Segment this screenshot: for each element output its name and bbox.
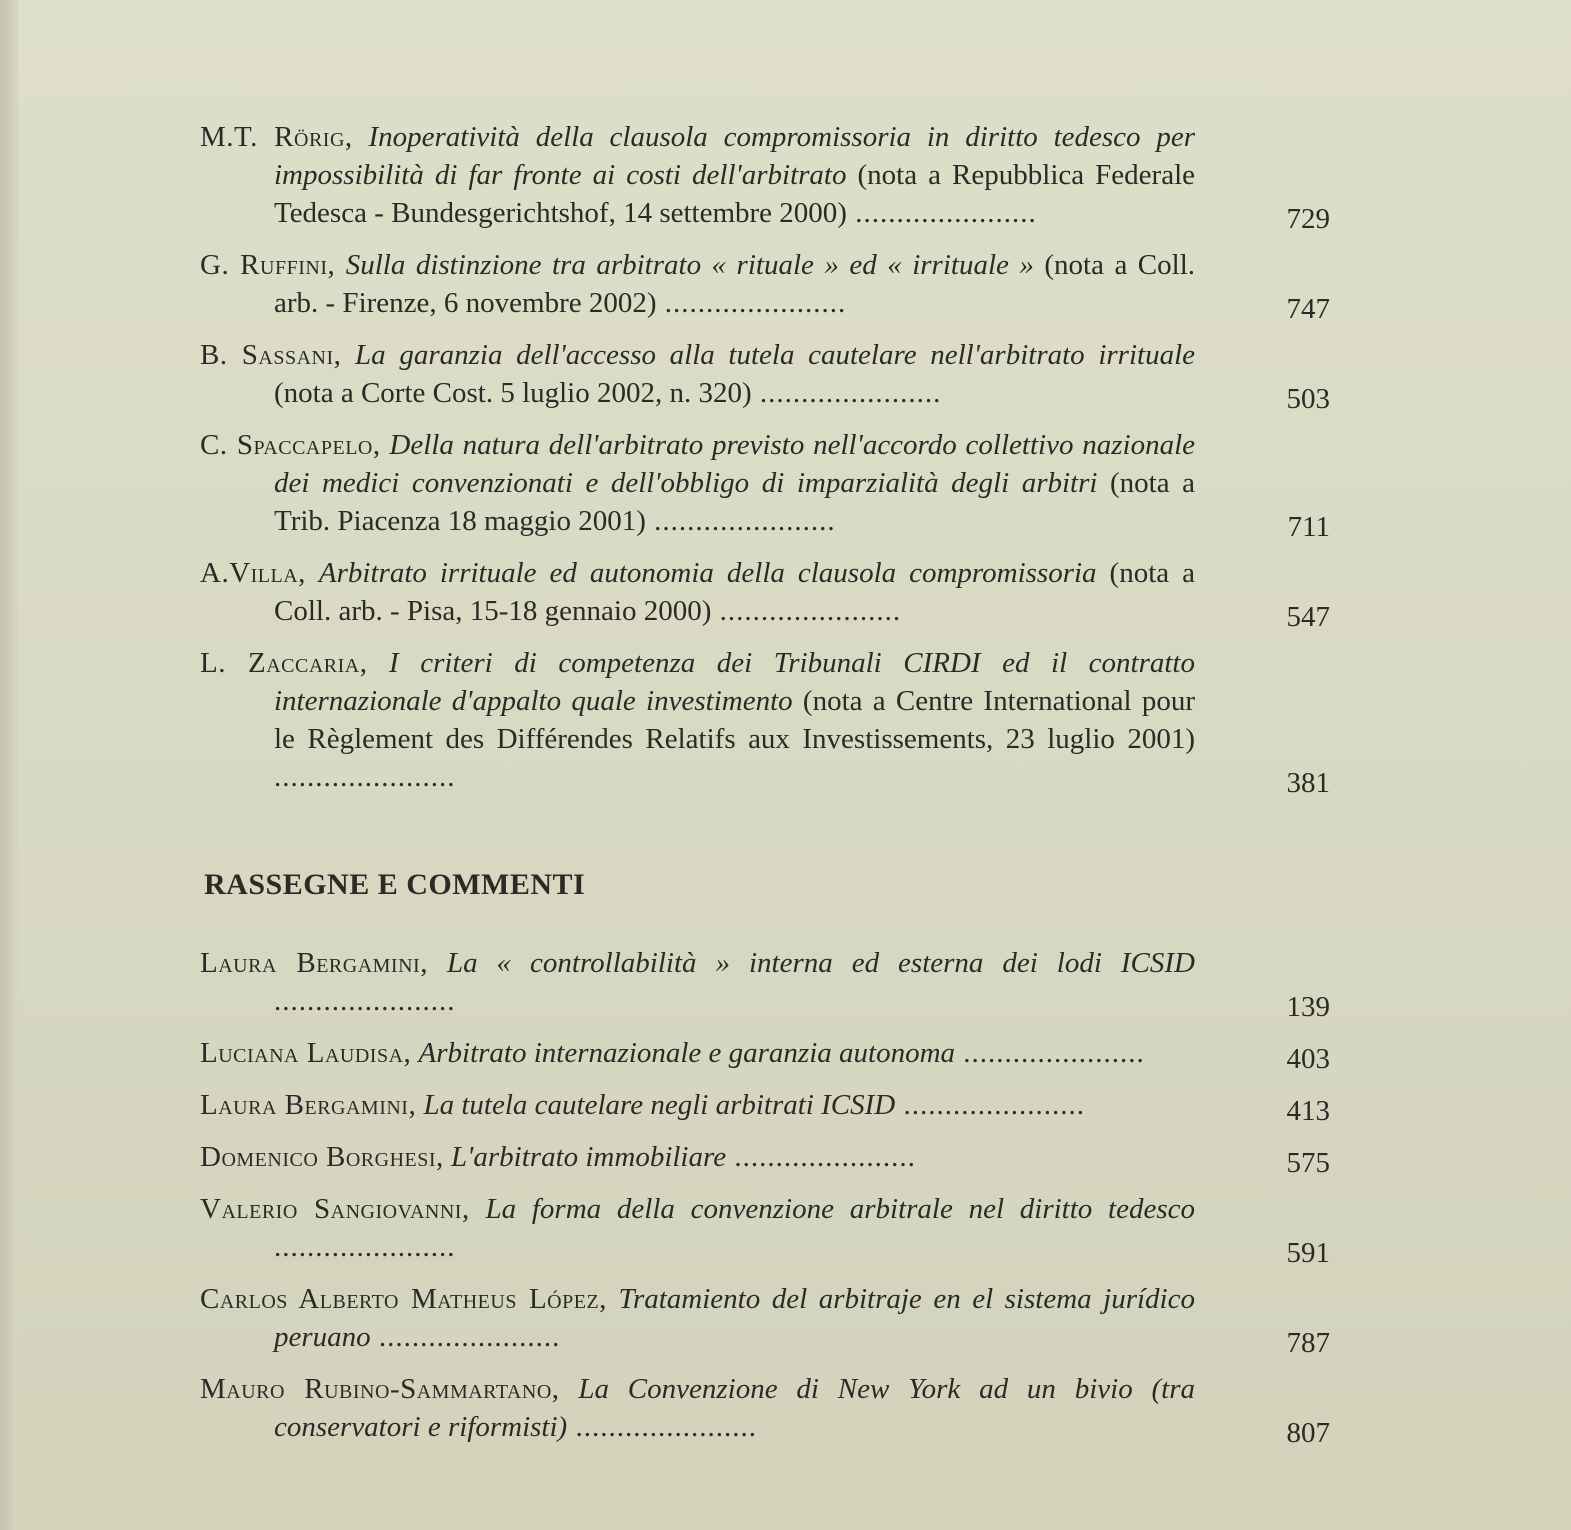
entry-page-number: 807	[1286, 1417, 1330, 1449]
entry-author: M.T. Rörig,	[200, 121, 353, 153]
entry-page-number: 575	[1286, 1147, 1330, 1179]
entry-title: Arbitrato irrituale ed autonomia della clausola compromissoria	[318, 557, 1097, 589]
entry-author: Mauro Rubino-Sammartano,	[200, 1373, 560, 1405]
entry-author: A.Villa,	[200, 557, 306, 589]
entry-note: (nota a Trib. Piacenza 18 maggio 2001)	[274, 467, 1195, 537]
dot-leader: ......................	[370, 1321, 561, 1353]
dot-leader: ......................	[751, 377, 942, 409]
entry-title: La garanzia dell'accesso alla tutela cautelare nell'arbitrato irrituale	[355, 339, 1195, 371]
toc-entry	[200, 944, 1340, 1023]
toc-entry	[200, 1138, 1340, 1179]
entry-title: La Convenzione di New York ad un bivio (tra conservatori e riformisti)	[274, 1373, 1196, 1443]
entry-author: B. Sassani,	[200, 339, 342, 371]
dot-leader: ......................	[274, 1231, 456, 1263]
entry-page-number: 503	[1286, 383, 1330, 415]
entry-title: Arbitrato internazionale e garanzia autonoma	[418, 1037, 956, 1069]
section-heading: RASSEGNE E COMMENTI	[204, 868, 586, 901]
reviews-list	[200, 944, 1340, 1449]
entry-page-number: 711	[1287, 511, 1330, 543]
toc-entry	[200, 644, 1340, 799]
dot-leader: ......................	[567, 1411, 757, 1443]
entry-author: Carlos Alberto Matheus López,	[200, 1283, 607, 1315]
dot-leader: ......................	[895, 1089, 1085, 1121]
entry-note: (nota a Coll. arb. - Firenze, 6 novembre 2002)	[274, 249, 1196, 319]
entry-page-number: 747	[1286, 293, 1330, 325]
entry-title: Della natura dell'arbitrato previsto nell'accordo collettivo nazionale dei medici convenzionati e dell'obbligo di imparzialità degli arbitri	[274, 429, 1196, 499]
dot-leader: ......................	[656, 287, 847, 319]
toc-entry	[200, 1086, 1340, 1127]
entry-title: Tratamiento del arbitraje en el sistema jurídico peruano	[274, 1283, 1195, 1353]
entry-author: Valerio Sangiovanni,	[200, 1193, 470, 1225]
entry-author: Laura Bergamini,	[200, 1089, 417, 1121]
entry-page-number: 787	[1286, 1327, 1330, 1359]
table-of-contents	[200, 118, 1340, 1460]
entry-note: (nota a Centre International pour le Règlement des Différendes Relatifs aux Investissements, 23 luglio 2001)	[274, 685, 1196, 755]
toc-entry	[200, 1370, 1340, 1449]
entry-page-number: 413	[1286, 1095, 1330, 1127]
toc-entry	[200, 1280, 1340, 1359]
entry-note: (nota a Repubblica Federale Tedesca - Bundesgerichtshof, 14 settembre 2000)	[274, 159, 1196, 229]
entry-title: I criteri di competenza dei Tribunali CIRDI ed il contratto internazionale d'appalto quale investimento	[274, 647, 1195, 717]
entry-title: La tutela cautelare negli arbitrati ICSID	[423, 1089, 896, 1121]
entry-title: Inoperatività della clausola compromissoria in diritto tedesco per impossibilità di far fronte ai costi dell'arbitrato	[274, 121, 1196, 191]
toc-entry	[200, 1034, 1340, 1075]
entry-page-number: 381	[1286, 767, 1330, 799]
entry-page-number: 729	[1286, 203, 1330, 235]
toc-entry	[200, 246, 1340, 325]
dot-leader: ......................	[645, 505, 836, 537]
toc-entry	[200, 118, 1340, 235]
notes-list	[200, 118, 1340, 799]
entry-author: G. Ruffini,	[200, 249, 336, 281]
entry-page-number: 547	[1286, 601, 1330, 633]
entry-title: L'arbitrato immobiliare	[451, 1141, 727, 1173]
entry-author: Luciana Laudisa,	[200, 1037, 412, 1069]
entry-title: Sulla distinzione tra arbitrato « rituale » ed « irrituale »	[345, 249, 1034, 281]
entry-author: Domenico Borghesi,	[200, 1141, 444, 1173]
dot-leader: ......................	[274, 985, 456, 1017]
entry-author: L. Zaccaria,	[200, 647, 368, 679]
entry-note: (nota a Corte Cost. 5 luglio 2002, n. 320)	[274, 377, 752, 409]
dot-leader: ......................	[711, 595, 902, 627]
entry-title: La « controllabilità » interna ed esterna dei lodi ICSID	[446, 947, 1196, 979]
toc-entry	[200, 554, 1340, 633]
page-binding-shadow	[0, 0, 18, 1530]
dot-leader: ......................	[955, 1037, 1145, 1069]
dot-leader: ......................	[846, 197, 1037, 229]
toc-entry	[200, 336, 1340, 415]
entry-page-number: 139	[1286, 991, 1330, 1023]
toc-entry	[200, 1190, 1340, 1269]
entry-author: C. Spaccapelo,	[200, 429, 381, 461]
toc-entry	[200, 426, 1340, 543]
dot-leader: ......................	[274, 761, 456, 793]
entry-page-number: 591	[1286, 1237, 1330, 1269]
entry-page-number: 403	[1286, 1043, 1330, 1075]
dot-leader: ......................	[726, 1141, 916, 1173]
entry-title: La forma della convenzione arbitrale nel diritto tedesco	[485, 1193, 1196, 1225]
entry-author: Laura Bergamini,	[200, 947, 428, 979]
entry-note: (nota a Coll. arb. - Pisa, 15-18 gennaio 2000)	[274, 557, 1195, 627]
